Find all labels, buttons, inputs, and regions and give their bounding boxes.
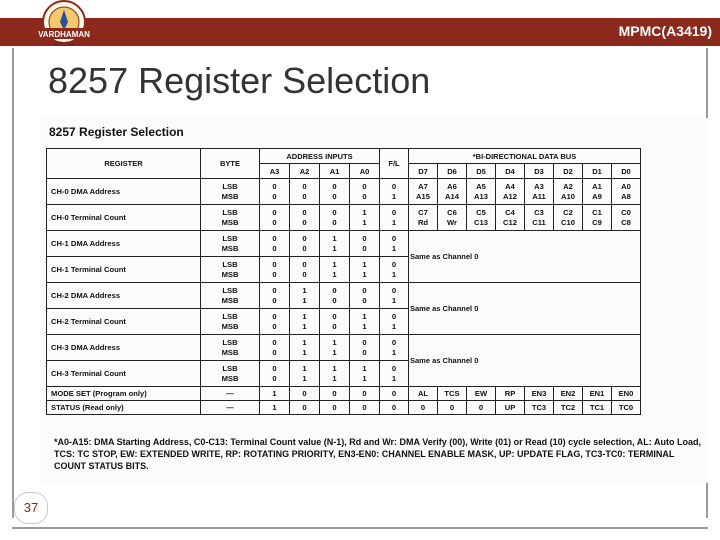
addr-cell-line: 0 bbox=[272, 233, 277, 243]
addr-cell-line: 0 bbox=[362, 337, 367, 347]
addr-cell-line: 0 bbox=[272, 285, 277, 295]
addr-cell-line: 0 bbox=[362, 285, 367, 295]
data-cell: TC0 bbox=[612, 401, 641, 415]
addr-cell-line: 1 bbox=[362, 321, 367, 331]
data-cell-line: Wr bbox=[447, 217, 457, 227]
course-code: MPMC(A3419) bbox=[618, 23, 712, 39]
addr-cell: 0 bbox=[320, 401, 350, 415]
addr-cell-line: 0 bbox=[272, 243, 277, 253]
addr-cell-line: 1 bbox=[332, 269, 337, 279]
data-cell-line: C3 bbox=[534, 207, 544, 217]
data-cell-line: C7 bbox=[418, 207, 428, 217]
data-cell-line: A12 bbox=[503, 191, 517, 201]
data-cell-line: C13 bbox=[474, 217, 488, 227]
col-byte: BYTE bbox=[201, 149, 260, 179]
addr-cell-line: 0 bbox=[302, 191, 307, 201]
data-col-header: D0 bbox=[612, 164, 641, 179]
addr-cell-line: 0 bbox=[302, 207, 307, 217]
data-cell bbox=[583, 179, 612, 205]
data-cell-line: C8 bbox=[621, 217, 631, 227]
addr-cell-line: 1 bbox=[362, 207, 367, 217]
addr-cell-line: 0 bbox=[332, 311, 337, 321]
addr-cell-line: 1 bbox=[362, 217, 367, 227]
addr-cell-line: 0 bbox=[362, 191, 367, 201]
addr-cell: 0 bbox=[290, 401, 320, 415]
byte-cell-line: MSB bbox=[221, 373, 239, 383]
data-col-header: D3 bbox=[525, 164, 554, 179]
byte-cell-line: MSB bbox=[221, 347, 239, 357]
addr-cell-line: 1 bbox=[302, 337, 307, 347]
addr-cell bbox=[290, 179, 320, 205]
addr-cell-line: 0 bbox=[332, 191, 337, 201]
addr-cell bbox=[320, 283, 350, 309]
data-cell-line: A11 bbox=[532, 191, 546, 201]
data-cell bbox=[409, 179, 438, 205]
logo-text: VARDHAMAN bbox=[38, 30, 90, 39]
data-cell-line: A0 bbox=[621, 181, 631, 191]
table-row bbox=[47, 401, 641, 415]
col-register: REGISTER bbox=[47, 149, 201, 179]
data-cell-line: A2 bbox=[563, 181, 573, 191]
byte-cell bbox=[201, 231, 260, 257]
col-fl: F/L bbox=[380, 149, 409, 179]
table-row bbox=[47, 335, 641, 361]
addr-cell bbox=[350, 335, 380, 361]
addr-cell-line: 0 bbox=[272, 363, 277, 373]
addr-cell-line: 0 bbox=[272, 207, 277, 217]
register-name: CH-2 Terminal Count bbox=[47, 309, 201, 335]
data-cell: RP bbox=[496, 387, 525, 401]
addr-cell-line: 0 bbox=[362, 243, 367, 253]
addr-cell-line: 1 bbox=[332, 259, 337, 269]
addr-cell bbox=[260, 205, 290, 231]
addr-cell-line: 1 bbox=[302, 311, 307, 321]
addr-cell-line: 0 bbox=[272, 337, 277, 347]
addr-cell-line: 0 bbox=[302, 181, 307, 191]
data-cell-line: C4 bbox=[505, 207, 515, 217]
addr-cell-line: 0 bbox=[272, 259, 277, 269]
byte-cell-line: LSB bbox=[222, 363, 238, 373]
addr-cell-line: 1 bbox=[302, 285, 307, 295]
fl-cell: 0 bbox=[380, 401, 409, 415]
addr-cell bbox=[350, 205, 380, 231]
data-cell: UP bbox=[496, 401, 525, 415]
addr-cell-line: 0 bbox=[272, 295, 277, 305]
fl-cell-line: 0 bbox=[391, 233, 397, 243]
addr-cell-line: 1 bbox=[302, 363, 307, 373]
fl-cell-line: 0 bbox=[391, 207, 397, 217]
addr-cell-line: 0 bbox=[272, 347, 277, 357]
addr-cell-line: 0 bbox=[332, 181, 337, 191]
fl-cell-line: 0 bbox=[391, 363, 397, 373]
byte-cell-line: MSB bbox=[221, 321, 239, 331]
byte-cell: — bbox=[201, 387, 260, 401]
addr-cell-line: 0 bbox=[302, 269, 307, 279]
data-cell bbox=[612, 179, 641, 205]
data-cell bbox=[554, 205, 583, 231]
data-cell-line: C1 bbox=[592, 207, 602, 217]
addr-cell bbox=[350, 361, 380, 387]
data-cell-line: C6 bbox=[447, 207, 457, 217]
fl-cell-line: 1 bbox=[391, 373, 397, 383]
addr-cell bbox=[320, 309, 350, 335]
data-cell-line: A8 bbox=[621, 191, 631, 201]
byte-cell-line: MSB bbox=[221, 243, 239, 253]
data-cell: AL bbox=[409, 387, 438, 401]
data-cell-line: A15 bbox=[416, 191, 430, 201]
fl-cell bbox=[380, 257, 409, 283]
data-cell-line: C9 bbox=[592, 217, 602, 227]
data-cell-line: C11 bbox=[532, 217, 546, 227]
addr-cell bbox=[350, 309, 380, 335]
byte-cell-line: LSB bbox=[222, 337, 238, 347]
fl-cell: 0 bbox=[380, 387, 409, 401]
data-cell-line: A7 bbox=[418, 181, 428, 191]
data-cell: TC3 bbox=[525, 401, 554, 415]
same-as-channel-0: Same as Channel 0 bbox=[409, 231, 641, 283]
college-logo bbox=[28, 0, 100, 48]
addr-cell-line: 1 bbox=[332, 347, 337, 357]
byte-cell-line: LSB bbox=[222, 181, 238, 191]
addr-cell bbox=[320, 179, 350, 205]
fl-cell bbox=[380, 179, 409, 205]
data-cell-line: A6 bbox=[447, 181, 457, 191]
data-cell-line: A13 bbox=[474, 191, 488, 201]
addr-cell bbox=[350, 231, 380, 257]
fl-cell bbox=[380, 231, 409, 257]
data-cell bbox=[496, 205, 525, 231]
byte-cell: — bbox=[201, 401, 260, 415]
addr-cell: 0 bbox=[350, 387, 380, 401]
fl-cell-line: 1 bbox=[391, 217, 397, 227]
addr-cell bbox=[290, 335, 320, 361]
byte-cell bbox=[201, 361, 260, 387]
addr-cell: 0 bbox=[290, 387, 320, 401]
addr-cell-line: 0 bbox=[302, 217, 307, 227]
addr-cell-line: 0 bbox=[272, 191, 277, 201]
data-col-header: D1 bbox=[583, 164, 612, 179]
data-cell-line: C5 bbox=[476, 207, 486, 217]
data-cell-line: Rd bbox=[417, 217, 429, 227]
data-cell: 0 bbox=[438, 401, 467, 415]
addr-cell-line: 1 bbox=[302, 321, 307, 331]
data-cell-line: C2 bbox=[563, 207, 573, 217]
data-cell bbox=[554, 179, 583, 205]
addr-cell-line: 0 bbox=[332, 285, 337, 295]
addr-cell-line: 0 bbox=[362, 347, 367, 357]
data-cell bbox=[467, 179, 496, 205]
addr-cell-line: 0 bbox=[272, 321, 277, 331]
addr-cell: 1 bbox=[260, 387, 290, 401]
table-row bbox=[47, 205, 641, 231]
byte-cell bbox=[201, 335, 260, 361]
addr-col-header: A0 bbox=[350, 164, 380, 179]
addr-cell-line: 0 bbox=[272, 181, 277, 191]
addr-cell bbox=[260, 257, 290, 283]
addr-cell bbox=[260, 231, 290, 257]
addr-cell bbox=[290, 283, 320, 309]
data-cell-line: A14 bbox=[445, 191, 459, 201]
addr-cell bbox=[350, 257, 380, 283]
addr-cell-line: 0 bbox=[272, 311, 277, 321]
data-cell: EN1 bbox=[583, 387, 612, 401]
data-cell bbox=[612, 205, 641, 231]
fl-cell-line: 0 bbox=[391, 285, 397, 295]
addr-cell-line: 1 bbox=[362, 259, 367, 269]
data-cell: EN0 bbox=[612, 387, 641, 401]
addr-cell bbox=[290, 257, 320, 283]
data-col-header: D5 bbox=[467, 164, 496, 179]
byte-cell-line: MSB bbox=[221, 191, 239, 201]
data-cell-line: A5 bbox=[476, 181, 486, 191]
fl-cell-line: 1 bbox=[391, 243, 397, 253]
addr-cell bbox=[350, 283, 380, 309]
data-cell: TC2 bbox=[554, 401, 583, 415]
data-cell: EW bbox=[467, 387, 496, 401]
addr-cell bbox=[290, 231, 320, 257]
byte-cell-line: LSB bbox=[222, 233, 238, 243]
col-data-bus: *BI-DIRECTIONAL DATA BUS bbox=[409, 149, 641, 164]
fl-cell-line: 1 bbox=[391, 191, 397, 201]
data-cell bbox=[409, 205, 438, 231]
addr-cell-line: 0 bbox=[302, 233, 307, 243]
register-name: CH-2 DMA Address bbox=[47, 283, 201, 309]
data-cell bbox=[467, 205, 496, 231]
addr-cell-line: 1 bbox=[302, 373, 307, 383]
addr-cell bbox=[320, 231, 350, 257]
fl-cell-line: 0 bbox=[391, 311, 397, 321]
addr-col-header: A2 bbox=[290, 164, 320, 179]
addr-cell-line: 0 bbox=[272, 217, 277, 227]
fl-cell bbox=[380, 283, 409, 309]
addr-cell-line: 0 bbox=[362, 181, 367, 191]
data-cell-line: C10 bbox=[561, 217, 575, 227]
addr-cell-line: 0 bbox=[332, 207, 337, 217]
byte-cell-line: LSB bbox=[222, 259, 238, 269]
table-row bbox=[47, 387, 641, 401]
data-col-header: D2 bbox=[554, 164, 583, 179]
data-cell-line: A4 bbox=[505, 181, 515, 191]
addr-cell-line: 0 bbox=[272, 269, 277, 279]
addr-cell bbox=[320, 205, 350, 231]
byte-cell-line: MSB bbox=[221, 217, 239, 227]
header-bar bbox=[0, 18, 720, 46]
footnote: *A0-A15: DMA Starting Address, C0-C13: Terminal Count value (N-1), Rd and Wr: DMA Verify (00), Write (01) or Read (10) cycle selection, AL: Auto Load, TCS: TC STOP, EW: EXTENDED WRITE, RP: ROTATING PRIORITY, EN3-EN0: CHANNEL ENABLE MASK, UP: UPDATE FLAG, TC3-TC0: TERMINAL COUNT STATUS BITS. bbox=[54, 437, 701, 471]
byte-cell bbox=[201, 283, 260, 309]
fl-cell bbox=[380, 361, 409, 387]
addr-cell-line: 1 bbox=[362, 269, 367, 279]
addr-cell: 1 bbox=[260, 401, 290, 415]
slide-title: 8257 Register Selection bbox=[48, 60, 431, 101]
same-as-channel-0: Same as Channel 0 bbox=[409, 335, 641, 387]
data-cell bbox=[583, 205, 612, 231]
addr-cell-line: 1 bbox=[362, 311, 367, 321]
addr-cell: 0 bbox=[320, 387, 350, 401]
data-cell-line: C0 bbox=[621, 207, 631, 217]
data-col-header: D7 bbox=[409, 164, 438, 179]
col-address-inputs: ADDRESS INPUTS bbox=[260, 149, 380, 164]
byte-cell-line: MSB bbox=[221, 269, 239, 279]
data-cell-line: C12 bbox=[503, 217, 517, 227]
addr-cell-line: 1 bbox=[332, 363, 337, 373]
table-row bbox=[47, 231, 641, 257]
addr-cell-line: 1 bbox=[302, 295, 307, 305]
addr-cell-line: 0 bbox=[302, 259, 307, 269]
register-name: CH-1 DMA Address bbox=[47, 231, 201, 257]
data-col-header: D6 bbox=[438, 164, 467, 179]
addr-cell-line: 0 bbox=[332, 321, 337, 331]
addr-cell-line: 0 bbox=[272, 373, 277, 383]
addr-cell bbox=[290, 309, 320, 335]
addr-cell-line: 0 bbox=[332, 295, 337, 305]
addr-cell bbox=[320, 361, 350, 387]
addr-cell-line: 0 bbox=[362, 295, 367, 305]
data-cell: TC1 bbox=[583, 401, 612, 415]
addr-cell bbox=[260, 361, 290, 387]
data-cell-line: A9 bbox=[592, 191, 602, 201]
fl-cell-line: 0 bbox=[391, 337, 397, 347]
fl-cell-line: 1 bbox=[391, 295, 397, 305]
register-name: CH-3 Terminal Count bbox=[47, 361, 201, 387]
addr-cell-line: 1 bbox=[332, 243, 337, 253]
addr-cell: 0 bbox=[350, 401, 380, 415]
table-row bbox=[47, 179, 641, 205]
data-col-header: D4 bbox=[496, 164, 525, 179]
data-cell: 0 bbox=[467, 401, 496, 415]
addr-cell bbox=[290, 361, 320, 387]
addr-cell bbox=[320, 257, 350, 283]
addr-cell-line: 1 bbox=[332, 373, 337, 383]
same-as-channel-0: Same as Channel 0 bbox=[409, 283, 641, 335]
addr-col-header: A1 bbox=[320, 164, 350, 179]
college-logo-icon bbox=[28, 0, 100, 48]
addr-cell-line: 1 bbox=[362, 363, 367, 373]
table-row bbox=[47, 283, 641, 309]
register-name: MODE SET (Program only) bbox=[47, 387, 201, 401]
figure-title: 8257 Register Selection bbox=[49, 125, 184, 139]
data-cell-line: A3 bbox=[534, 181, 544, 191]
byte-cell bbox=[201, 205, 260, 231]
register-name: CH-0 DMA Address bbox=[47, 179, 201, 205]
addr-cell-line: 0 bbox=[332, 217, 337, 227]
page-number: 37 bbox=[14, 492, 48, 524]
fl-cell-line: 0 bbox=[391, 259, 397, 269]
register-name: STATUS (Read only) bbox=[47, 401, 201, 415]
byte-cell bbox=[201, 257, 260, 283]
byte-cell bbox=[201, 309, 260, 335]
byte-cell-line: LSB bbox=[222, 285, 238, 295]
addr-cell-line: 1 bbox=[362, 373, 367, 383]
addr-cell-line: 1 bbox=[332, 233, 337, 243]
addr-cell-line: 0 bbox=[302, 243, 307, 253]
data-cell: TCS bbox=[438, 387, 467, 401]
addr-cell bbox=[290, 205, 320, 231]
byte-cell bbox=[201, 179, 260, 205]
addr-cell bbox=[260, 179, 290, 205]
addr-cell bbox=[260, 283, 290, 309]
addr-col-header: A3 bbox=[260, 164, 290, 179]
logo-subtext: EST. 1999 bbox=[53, 42, 75, 47]
addr-cell-line: 1 bbox=[302, 347, 307, 357]
data-cell bbox=[525, 205, 554, 231]
data-cell bbox=[438, 179, 467, 205]
data-cell-line: A10 bbox=[561, 191, 575, 201]
register-table-figure bbox=[40, 118, 708, 483]
addr-cell-line: 1 bbox=[332, 337, 337, 347]
data-cell-line: A1 bbox=[592, 181, 602, 191]
data-cell bbox=[525, 179, 554, 205]
addr-cell bbox=[260, 335, 290, 361]
fl-cell-line: 1 bbox=[391, 321, 397, 331]
data-cell: EN2 bbox=[554, 387, 583, 401]
fl-cell bbox=[380, 205, 409, 231]
addr-cell-line: 0 bbox=[362, 233, 367, 243]
addr-cell bbox=[320, 335, 350, 361]
addr-cell bbox=[350, 179, 380, 205]
data-cell: EN3 bbox=[525, 387, 554, 401]
fl-cell-line: 0 bbox=[391, 181, 397, 191]
register-name: CH-1 Terminal Count bbox=[47, 257, 201, 283]
data-cell bbox=[496, 179, 525, 205]
addr-cell bbox=[260, 309, 290, 335]
register-name: CH-3 DMA Address bbox=[47, 335, 201, 361]
data-cell: 0 bbox=[409, 401, 438, 415]
frame-bottom bbox=[12, 527, 708, 529]
register-name: CH-0 Terminal Count bbox=[47, 205, 201, 231]
data-cell bbox=[438, 205, 467, 231]
fl-cell bbox=[380, 335, 409, 361]
byte-cell-line: LSB bbox=[222, 311, 238, 321]
fl-cell bbox=[380, 309, 409, 335]
byte-cell-line: LSB bbox=[222, 207, 238, 217]
byte-cell-line: MSB bbox=[221, 295, 239, 305]
fl-cell-line: 1 bbox=[391, 269, 397, 279]
register-table bbox=[46, 148, 641, 415]
fl-cell-line: 1 bbox=[391, 347, 397, 357]
frame-left bbox=[12, 48, 14, 518]
